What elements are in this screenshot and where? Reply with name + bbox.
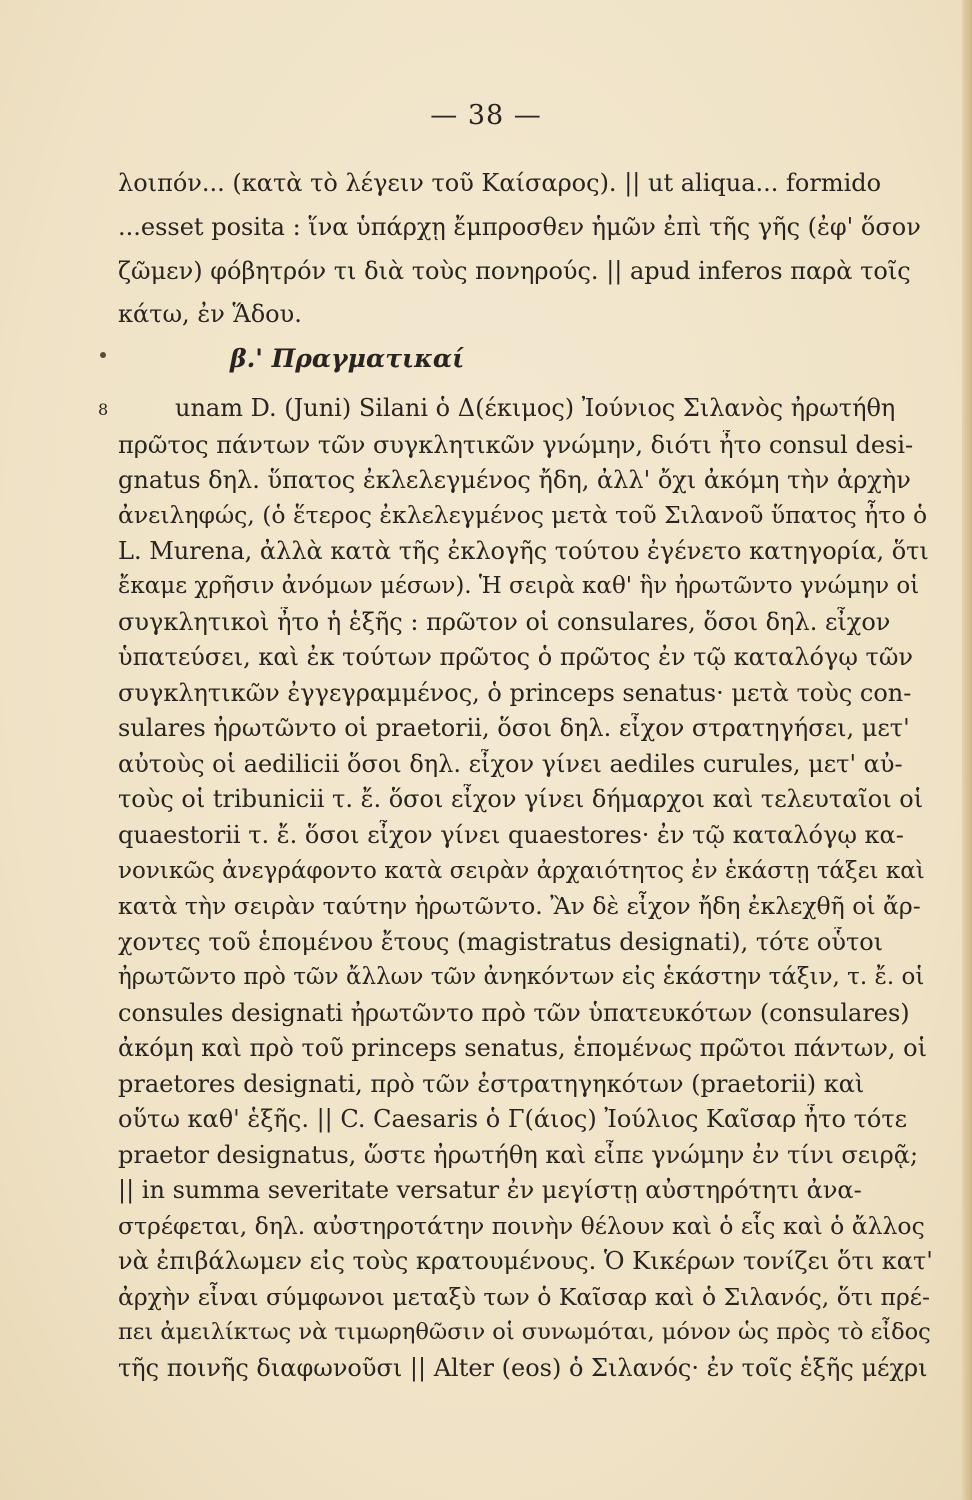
text-line: στρέφεται, δηλ. αὐστηροτάτην ποινὴν θέλουν καὶ ὁ εἷς καὶ ὁ ἄλλος	[118, 1212, 925, 1240]
text-line: ὑπατεύσει, καὶ ἐκ τούτων πρῶτος ὁ πρῶτος ἐν τῷ καταλόγῳ τῶν	[118, 643, 913, 671]
margin-note-marker: 8	[98, 400, 109, 419]
text-line: ἀνειληφώς, (ὁ ἕτερος ἐκλελεγμένος μετὰ τοῦ Σιλανοῦ ὕπατος ἦτο ὁ	[118, 501, 928, 529]
text-line: ἔκαμε χρῆσιν ἀνόμων μέσων). Ἡ σειρὰ καθ' ἣν ἠρωτῶντο γνώμην οἱ	[118, 573, 920, 599]
text-line: πει ἀμειλίκτως νὰ τιμωρηθῶσιν οἱ συνωμόται, μόνον ὡς πρὸς τὸ εἶδος	[118, 1319, 931, 1345]
text-line: κάτω, ἐν Ἅδου.	[118, 300, 302, 328]
text-line: οὕτω καθ' ἑξῆς. || C. Caesaris ὁ Γ(άιος) Ἰούλιος Καῖσαρ ἦτο τότε	[118, 1105, 908, 1133]
text-line: λοιπόν... (κατὰ τὸ λέγειν τοῦ Καίσαρος). || ut aliqua... formido	[118, 169, 882, 197]
text-line: || in summa severitate versatur ἐν μεγίστῃ αὐστηρότητι ἀνα-	[118, 1176, 862, 1204]
page-edge	[962, 0, 972, 1500]
text-line: ...esset posita : ἵνα ὑπάρχῃ ἔμπροσθεν ἡμῶν ἐπὶ τῆς γῆς (ἐφ' ὅσον	[118, 213, 921, 241]
text-line: praetor designatus, ὥστε ἠρωτήθη καὶ εἶπε γνώμην ἐν τίνι σειρᾷ;	[118, 1141, 919, 1169]
text-line: συγκλητικοὶ ἦτο ἡ ἑξῆς : πρῶτον οἱ consulares, ὅσοι δηλ. εἶχον	[118, 608, 891, 636]
text-line: ζῶμεν) φόβητρόν τι διὰ τοὺς πονηρούς. || apud inferos παρὰ τοῖς	[118, 257, 911, 285]
page-number: — 38 —	[430, 100, 542, 131]
margin-dot	[100, 352, 106, 358]
text-line: consules designati ἠρωτῶντο πρὸ τῶν ὑπατευκότων (consulares)	[118, 999, 910, 1027]
text-line: τοὺς οἱ tribunicii τ. ἔ. ὅσοι εἶχον γίνει δήμαρχοι καὶ τελευταῖοι οἱ	[118, 785, 924, 813]
text-line: χοντες τοῦ ἑπομένου ἔτους (magistratus designati), τότε οὗτοι	[118, 928, 884, 956]
text-line: κατὰ τὴν σειρὰν ταύτην ἠρωτῶντο. Ἂν δὲ εἶχον ἤδη ἐκλεχθῆ οἱ ἄρ-	[118, 892, 921, 920]
text-line: ἠρωτῶντο πρὸ τῶν ἄλλων τῶν ἀνηκόντων εἰς ἑκάστην τάξιν, τ. ἔ. οἱ	[118, 964, 925, 990]
text-line: νὰ ἐπιβάλωμεν εἰς τοὺς κρατουμένους. Ὁ Κικέρων τονίζει ὅτι κατ'	[118, 1247, 933, 1275]
text-line: ἀρχὴν εἶναι σύμφωνοι μεταξὺ των ὁ Καῖσαρ καὶ ὁ Σιλανός, ὅτι πρέ-	[118, 1283, 930, 1311]
text-line: συγκλητικῶν ἐγγεγραμμένος, ὁ princeps senatus· μετὰ τοὺς con-	[118, 679, 912, 707]
text-line: τῆς ποινῆς διαφωνοῦσι || Alter (eos) ὁ Σιλανός· ἐν τοῖς ἑξῆς μέχρι	[118, 1354, 928, 1382]
section-heading: β.' Πραγματικαί	[230, 344, 465, 373]
text-line: ἀκόμη καὶ πρὸ τοῦ princeps senatus, ἑπομένως πρῶτοι πάντων, οἱ	[118, 1034, 928, 1062]
text-line: sulares ἠρωτῶντο οἱ praetorii, ὅσοι δηλ. εἶχον στρατηγήσει, μετ'	[118, 714, 910, 742]
text-line: praetores designati, πρὸ τῶν ἐστρατηγηκότων (praetorii) καὶ	[118, 1070, 865, 1098]
text-line: unam D. (Juni) Silani ὁ Δ(έκιμος) Ἰούνιος Σιλανὸς ἠρωτήθη	[175, 394, 896, 422]
text-line: L. Murena, ἀλλὰ κατὰ τῆς ἐκλογῆς τούτου ἐγένετο κατηγορία, ὅτι	[118, 537, 929, 565]
text-line: πρῶτος πάντων τῶν συγκλητικῶν γνώμην, διότι ἦτο consul desi-	[118, 431, 914, 459]
text-line: quaestorii τ. ἔ. ὅσοι εἶχον γίνει quaestores· ἐν τῷ καταλόγῳ κα-	[118, 821, 904, 849]
text-line: αὐτοὺς οἱ aedilicii ὅσοι δηλ. εἶχον γίνει aediles curules, μετ' αὐ-	[118, 750, 903, 778]
text-line: νονικῶς ἀνεγράφοντο κατὰ σειρὰν ἀρχαιότητος ἐν ἑκάστῃ τάξει καὶ	[118, 858, 925, 884]
text-line: gnatus δηλ. ὕπατος ἐκλελεγμένος ἤδη, ἀλλ' ὄχι ἀκόμη τὴν ἀρχὴν	[118, 466, 911, 494]
